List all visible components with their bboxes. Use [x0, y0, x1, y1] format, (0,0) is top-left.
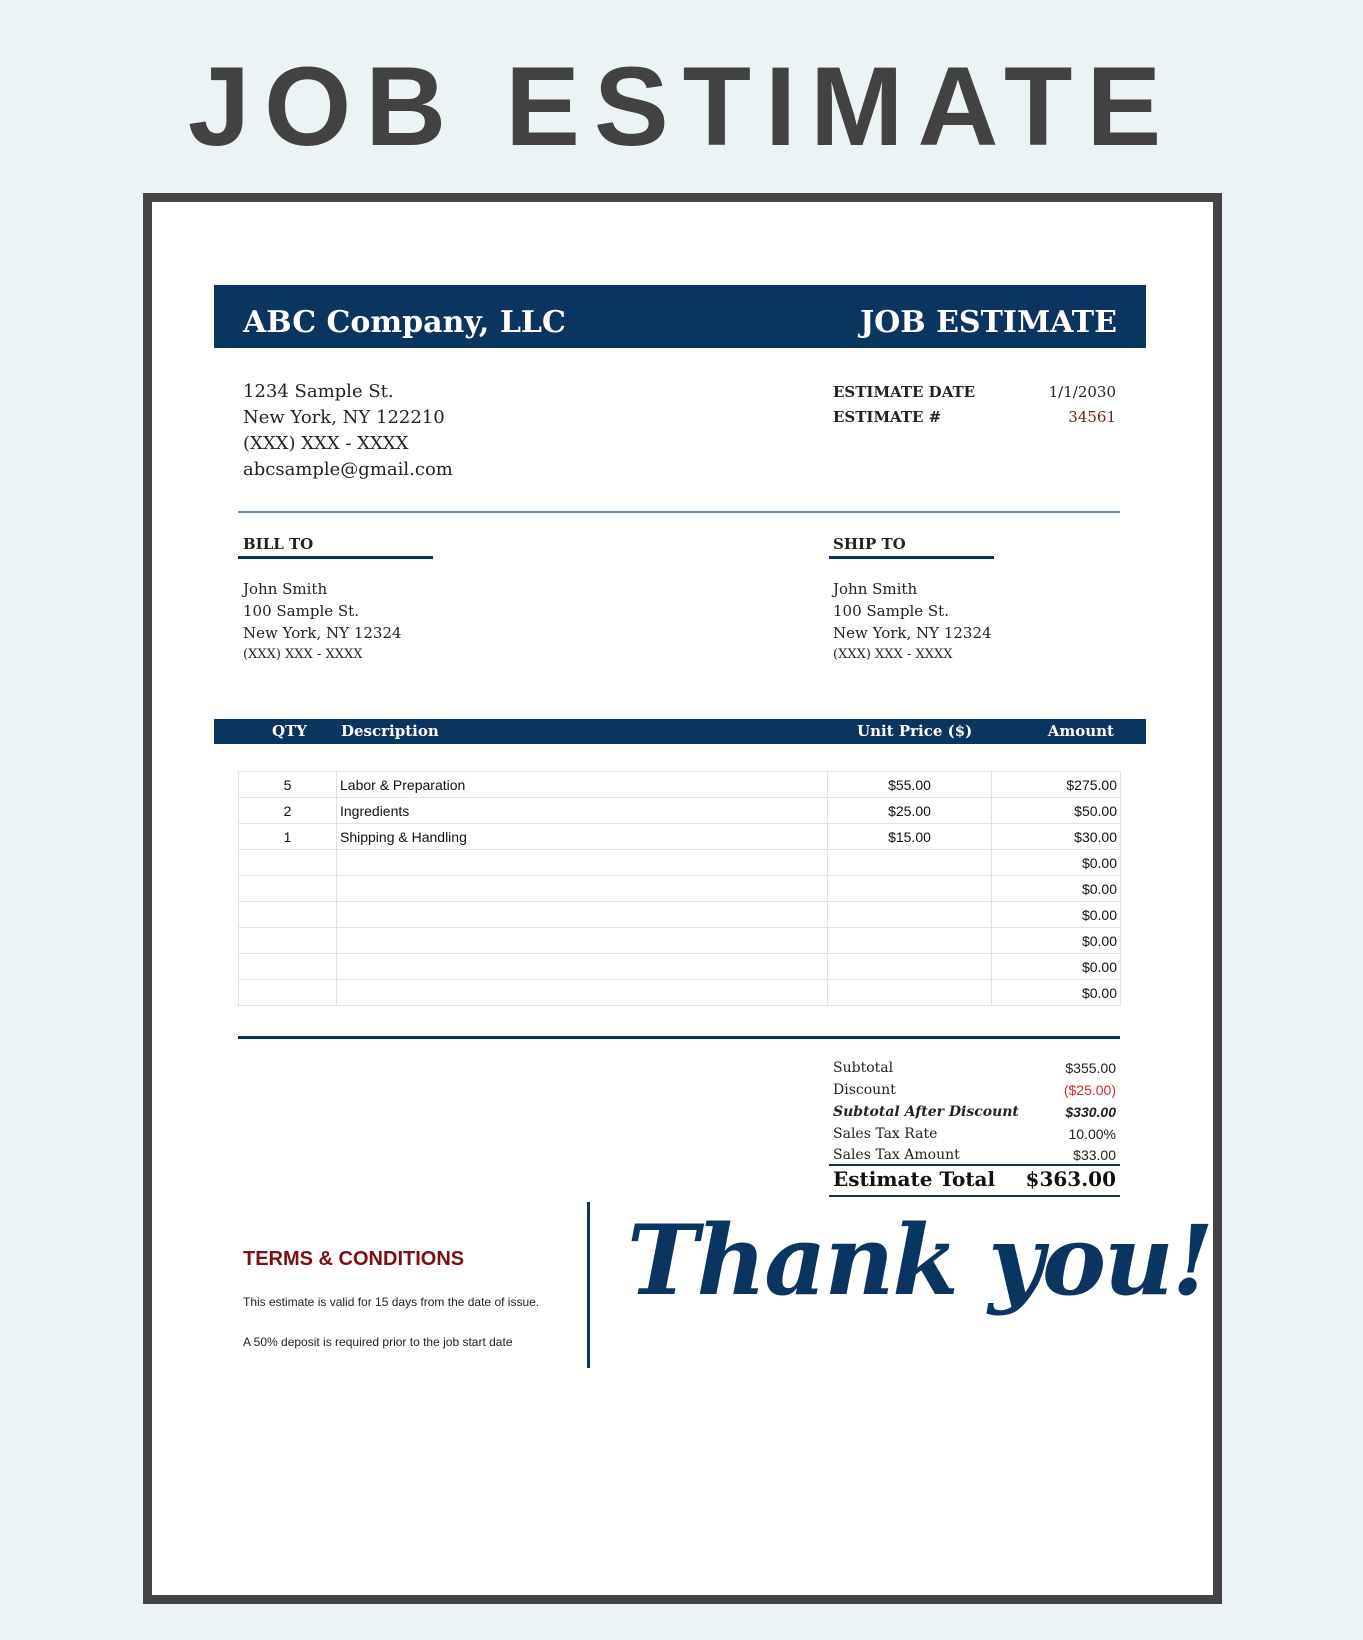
ship-to-underline [829, 556, 994, 559]
description-cell [337, 876, 828, 902]
unit-price-cell: $55.00 [828, 772, 992, 798]
amount-cell: $0.00 [992, 876, 1121, 902]
bill-to-title: BILL TO [243, 535, 314, 553]
qty-cell [239, 928, 337, 954]
qty-cell: 2 [239, 798, 337, 824]
line-items-table [238, 771, 1121, 1006]
table-bottom-divider [238, 1036, 1120, 1039]
description-cell: Shipping & Handling [337, 824, 828, 850]
subtotal-value: $355.00 [1065, 1060, 1116, 1076]
description-cell [337, 850, 828, 876]
unit-price-cell [828, 954, 992, 980]
total-bottom-line [829, 1195, 1120, 1197]
estimate-number-value: 34561 [1068, 408, 1116, 426]
unit-price-cell [828, 980, 992, 1006]
bill-to-name: John Smith [243, 580, 328, 598]
description-cell: Ingredients [337, 798, 828, 824]
unit-price-cell [828, 902, 992, 928]
discount-label: Discount [833, 1082, 896, 1098]
table-row [239, 850, 1121, 876]
description-cell [337, 902, 828, 928]
qty-cell [239, 954, 337, 980]
ship-to-name: John Smith [833, 580, 918, 598]
estimate-sheet [152, 202, 1213, 1595]
table-row [239, 954, 1121, 980]
amount-cell: $0.00 [992, 902, 1121, 928]
qty-cell [239, 850, 337, 876]
ship-to-title: SHIP TO [833, 535, 906, 553]
estimate-date-value: 1/1/2030 [1048, 383, 1116, 401]
amount-cell: $275.00 [992, 772, 1121, 798]
qty-cell [239, 980, 337, 1006]
description-cell [337, 980, 828, 1006]
table-row [239, 876, 1121, 902]
terms-line-deposit: A 50% deposit is required prior to the job start date [243, 1335, 513, 1349]
col-description-header: Description [341, 722, 439, 740]
bill-to-underline [238, 556, 433, 559]
amount-cell: $0.00 [992, 928, 1121, 954]
qty-cell [239, 876, 337, 902]
estimate-number-label: ESTIMATE # [833, 408, 942, 426]
table-row [239, 928, 1121, 954]
terms-line-validity: This estimate is valid for 15 days from the date of issue. [243, 1295, 540, 1309]
table-row [239, 902, 1121, 928]
sales-tax-rate-label: Sales Tax Rate [833, 1126, 938, 1142]
col-unit-price-header: Unit Price ($) [857, 722, 973, 740]
bill-to-city: New York, NY 12324 [243, 624, 402, 642]
unit-price-cell [828, 876, 992, 902]
header-band [214, 285, 1146, 348]
table-header [214, 719, 1146, 744]
company-email: abcsample@gmail.com [243, 459, 453, 480]
thank-you-message: Thank you! [627, 1204, 1212, 1317]
subtotal-after-discount-value: $330.00 [1065, 1104, 1116, 1120]
section-divider [238, 511, 1120, 513]
sales-tax-amount-value: $33.00 [1073, 1147, 1116, 1163]
estimate-total-value: $363.00 [1025, 1167, 1116, 1191]
description-cell [337, 954, 828, 980]
bill-to-phone: (XXX) XXX - XXXX [243, 647, 363, 662]
table-row [239, 798, 1121, 824]
total-top-line [829, 1164, 1120, 1166]
amount-cell: $0.00 [992, 954, 1121, 980]
page-heading: JOB ESTIMATE [187, 44, 1176, 169]
subtotal-label: Subtotal [833, 1060, 894, 1076]
company-name: ABC Company, LLC [243, 305, 566, 340]
terms-title: TERMS & CONDITIONS [243, 1248, 465, 1270]
amount-cell: $0.00 [992, 980, 1121, 1006]
sales-tax-rate-value: 10.00% [1068, 1126, 1116, 1142]
company-phone: (XXX) XXX - XXXX [243, 433, 409, 454]
col-amount-header: Amount [1047, 722, 1114, 740]
description-cell [337, 928, 828, 954]
table-row [239, 824, 1121, 850]
ship-to-city: New York, NY 12324 [833, 624, 992, 642]
col-qty-header: QTY [272, 722, 307, 740]
ship-to-phone: (XXX) XXX - XXXX [833, 647, 953, 662]
document-title: JOB ESTIMATE [859, 305, 1117, 340]
ship-to-street: 100 Sample St. [833, 602, 949, 620]
table-row [239, 980, 1121, 1006]
amount-cell: $0.00 [992, 850, 1121, 876]
document-frame [143, 193, 1222, 1604]
qty-cell: 1 [239, 824, 337, 850]
description-cell: Labor & Preparation [337, 772, 828, 798]
amount-cell: $30.00 [992, 824, 1121, 850]
bill-to-street: 100 Sample St. [243, 602, 359, 620]
qty-cell: 5 [239, 772, 337, 798]
estimate-total-label: Estimate Total [833, 1167, 996, 1191]
subtotal-after-discount-label: Subtotal After Discount [833, 1104, 1019, 1120]
company-street: 1234 Sample St. [243, 381, 394, 402]
unit-price-cell: $15.00 [828, 824, 992, 850]
amount-cell: $50.00 [992, 798, 1121, 824]
qty-cell [239, 902, 337, 928]
unit-price-cell: $25.00 [828, 798, 992, 824]
table-row [239, 772, 1121, 798]
unit-price-cell [828, 928, 992, 954]
estimate-date-label: ESTIMATE DATE [833, 383, 976, 401]
unit-price-cell [828, 850, 992, 876]
sales-tax-amount-label: Sales Tax Amount [833, 1147, 960, 1163]
discount-value: ($25.00) [1063, 1082, 1116, 1098]
company-city: New York, NY 122210 [243, 407, 445, 428]
vertical-divider [587, 1202, 590, 1368]
